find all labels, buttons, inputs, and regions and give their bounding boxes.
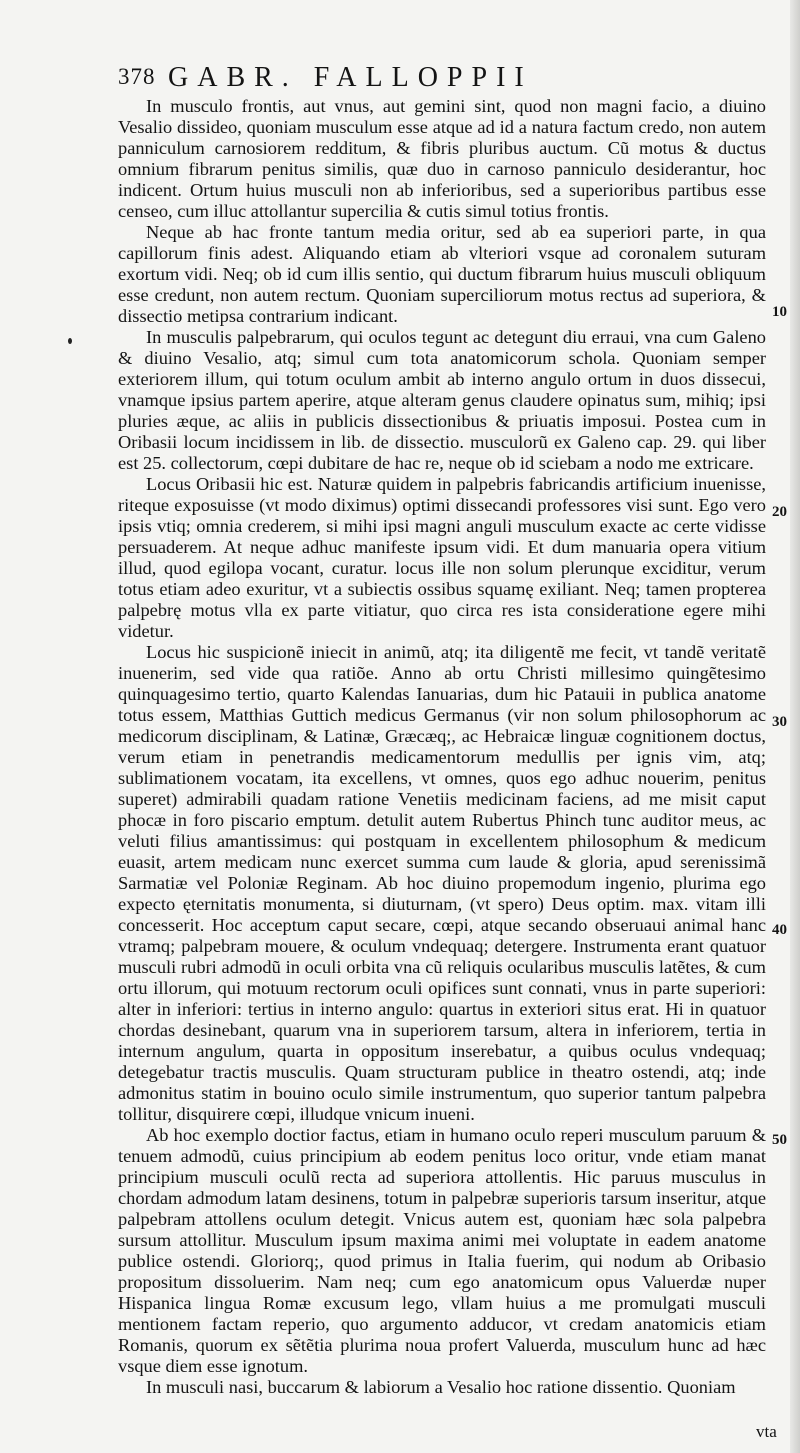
paragraph-nasi: In musculi nasi, buccarum & labiorum a Vesalio hoc ratione dissentio. Quoniam: [146, 1377, 736, 1397]
paragraph-palpebrarum: In musculis palpebrarum, qui oculos tegunt ac detegunt diu erraui, vna cum Galeno & diuino Vesalio, atq; simul cum tota anatomicorum schola. Quoniam semper exteriorem illum, qui totum oculum ambit ab interno angulo ortum in duos dissecui, vnamque ipsius partem aperire, atque alteram genus claudere opinatus sum, mihiq; ipsi pluries æque, ac aliis in publicis dissectionibus & priuatis imposui. Postea cum in Oribasii locum incidissem in lib. de dissectio. musculorũ ex Galeno cap. 29. qui liber est 25. collectorum, cœpi dubitare de hac re, neque ob id sciebam a nodo me extricare.: [118, 327, 766, 473]
paragraph-fronte-origin: Neque ab hac fronte tantum media oritur, sed ab ea superiori parte, in qua capillorum finis adest. Aliquando etiam ab vlteriori vsque ad coronalem suturam exortum vidi. Neq; ob id cum illis sentio, qui ductum fibrarum huius musculi obliquum esse credunt, non autem rectum. Quoniam superciliorum motus rectus ad superiora, & dissectio metipsa contrarium indicant.: [118, 222, 766, 326]
line-marker-30: 30: [772, 714, 787, 730]
page-number: 378: [118, 64, 156, 89]
running-title: GABR. FALLOPPII: [168, 62, 533, 93]
line-marker-20: 20: [772, 504, 787, 520]
line-marker-50: 50: [772, 1132, 787, 1148]
page-edge: [790, 0, 800, 1453]
line-marker-40: 40: [772, 922, 787, 938]
paragraph-oribasii: Locus Oribasii hic est. Naturæ quidem in palpebris fabricandis artificium inuenisse, riteque exposuisse (vt modo diximus) optimi dissecandi professores visi sunt. Ego vero ipsis vtiq; omnia crederem, si mihi ipsi magni anguli musculum exacte ac certe vidisse persuaderem. At neque adhuc manifeste ipsum vidi. Et dum manuaria opera vitium illud, quod egilopa vocant, curatur. locus ille non solum plerunque exciditur, verum totus etiam adeo exuritur, vt a subiectis ossibus squamę exiliant. Neq; tamen propterea palpebrę motus vlla ex parte vitiatur, quo circa res ista consideratione egere mihi videtur.: [118, 474, 766, 641]
paragraph-frontis: In musculo frontis, aut vnus, aut gemini sint, quod non magni facio, a diuino Vesalio dissideo, quoniam musculum esse atque ad id a natura factum credo, non autem panniculum carnosiorem redditum, & fibris pluribus auctum. Cũ motus & ductus omnium fibrarum penitus similis, quæ duo in carnoso panniculo desiderantur, hoc indicent. Ortum huius musculi non ab inferioribus, sed a superioribus partibus esse censeo, cum illuc attollantur supercilia & cutis simul totius frontis.: [118, 96, 766, 221]
page-header: [118, 62, 778, 96]
ink-speck: [68, 338, 72, 344]
paragraph-humano-oculo: Ab hoc exemplo doctior factus, etiam in humano oculo reperi musculum paruum & tenuem admodũ, cuius principium ab eodem penitus loco oritur, vnde etiam manat principium musculi oculũ recta ad superiora attollentis. Hic paruus musculus in chordam admodum latam desinens, totum in palpebræ superioris tarsum inseritur, atque palpebram attollens oculum detegit. Vnicus autem est, quoniam hæc sola palpebra sursum attollitur. Musculum ipsum maxima animi mei voluptate in eadem anatome publice ostendi. Gloriorq;, quod primus in Italia fuerim, qui nodum ab Oribasio propositum dissoluerim. Nam neq; cum ego anatomicum opus Valuerdæ nuper Hispanica lingua Romæ excusum lego, vllam huius a me promulgati musculi mentionem factam reperio, quo argumento adducor, vt credam anatomicis etiam Romanis, quorum ex sẽtẽtia plurima noua profert Valuerda, musculum hunc ad hæc vsque diem esse ignotum.: [118, 1125, 766, 1376]
catchword: vta: [756, 1422, 777, 1441]
paragraph-phoca: Locus hic suspicionẽ iniecit in animũ, atq; ita diligentẽ me fecit, vt tandẽ veritatẽ inuenerim, sed vide qua ratiõe. Anno ab ortu Christi millesimo quingẽtesimo quinquagesimo tertio, quarto Kalendas Ianuarias, dum hic Patauii in publica anatome totus essem, Matthias Guttich medicus Germanus (vir non solum philosophorum ac medicorum disciplinam, & Latinæ, Græcæq;, ac Hebraicæ linguæ cognitionem doctus, verum etiam in penetrandis medicamentorum medullis per ignis vim, atq; sublimationem vocatam, ita excellens, vt omnes, quos ego adhuc nouerim, penitus superet) admirabili quadam ratione Venetiis medicinam faciens, ad me misit caput phocæ in foro piscario emptum. detulit autem Rubertus Phinch tunc auditor meus, ac veluti filius amantissimus: qui postquam in excellentem philosophum & medicum euasit, artem medicam nunc exercet summa cum laude & gloria, apud serenissimã Sarmatiæ vel Poloniæ Reginam. Ab hoc diuino propemodum ingenio, plurima ego expecto ęternitatis monumenta, si diuturnam, (vt spero) Deus optim. max. vitam illi concesserit. Hoc acceptum caput secare, cœpi, atque secando obseruaui animal hanc vtramq; palpebram mouere, & oculum vndequaq; detergere. Instrumenta erant quatuor musculi rubri admodũ in oculi orbita vna cũ reliquis ocularibus musculis latẽtes, & cum ortu illorum, qui motuum rectorum oculi opifices sunt connati, vnus in parte superiori: alter in inferiori: tertius in interno angulo: quartus in exteriori situs erat. Hi in quatuor chordas desinebant, quarum vna in superiorem tarsum, altera in inferiorem, tertia in internum angulum, quarta in oppositum inserebatur, a quibus oculus vndequaq; detegebatur tractis musculis. Quam structuram publice in theatro ostendi, atq; inde admonitus statim in bouino oculo simile instrumentum, quo superior tantum palpebra tollitur, disquirere cœpi, illudque vnicum inueni.: [118, 642, 766, 1124]
line-marker-10: 10: [772, 304, 787, 320]
body-text: [118, 96, 766, 1398]
